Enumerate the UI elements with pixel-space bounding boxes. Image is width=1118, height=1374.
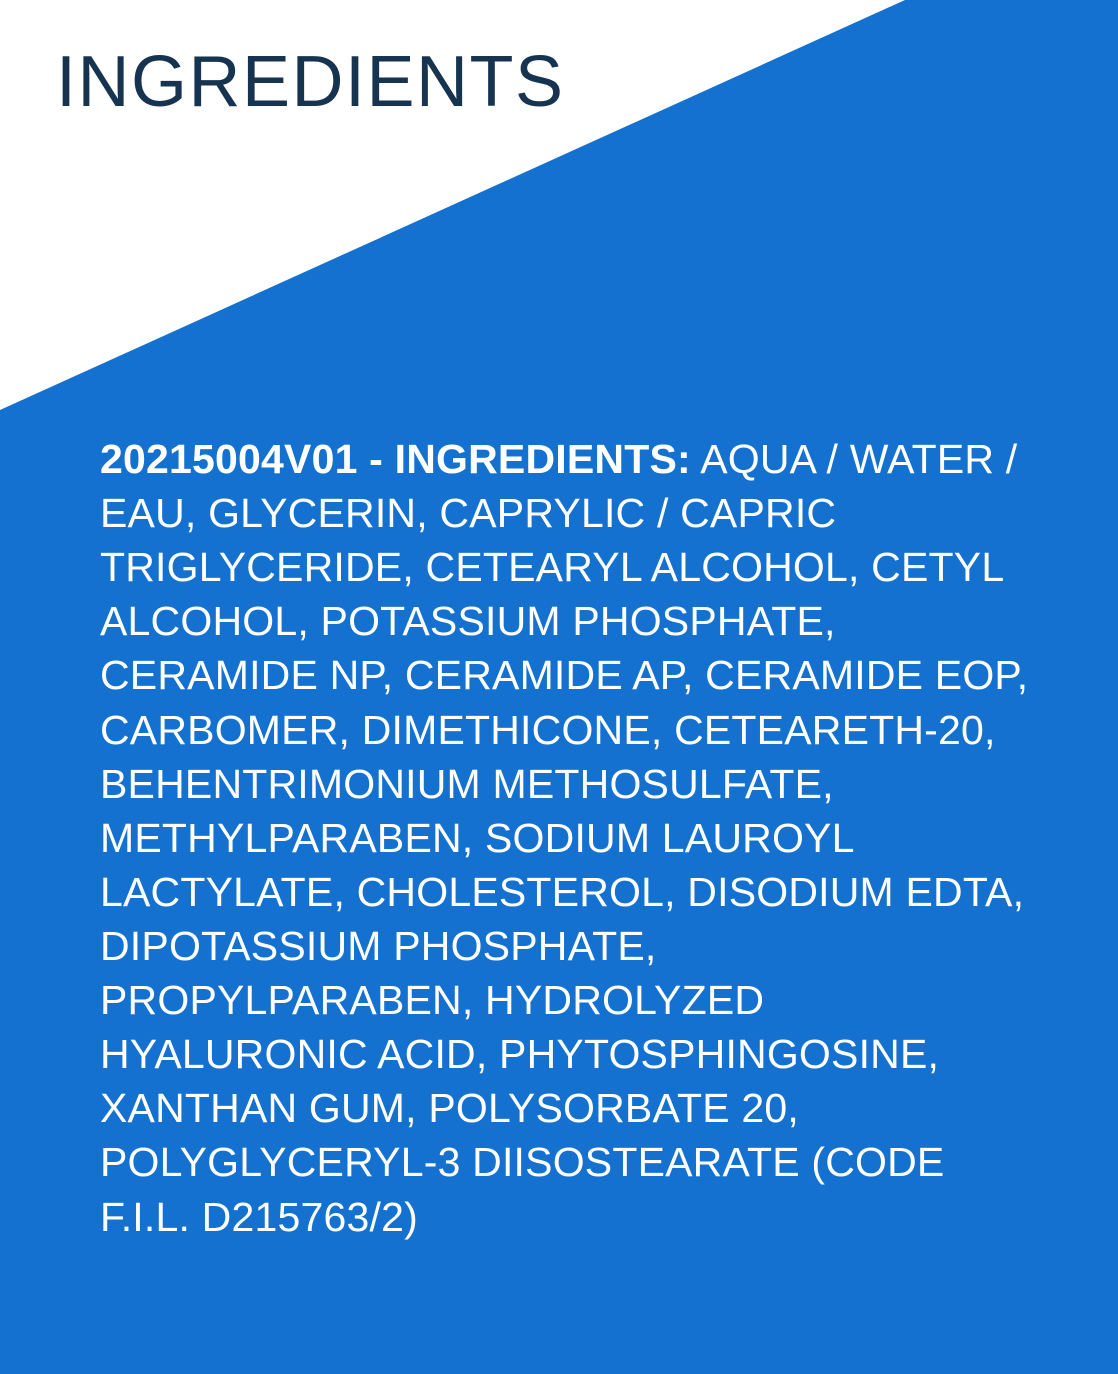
ingredients-code-label: 20215004V01 - INGREDIENTS: (100, 436, 691, 482)
ingredients-list-text: AQUA / WATER / EAU, GLYCERIN, CAPRYLIC / CAPRIC TRIGLYCERIDE, CETEARYL ALCOHOL, CETYL ALCOHOL, POTASSIUM PHOSPHATE, CERAMIDE NP, CERAMIDE AP, CERAMIDE EOP, CARBOMER, DIMETHICONE, CETEARETH-20, BEHENTRIMONIUM METHOSULFATE, METHYLPARABEN, SODIUM LAUROYL LACTYLATE, CHOLESTEROL, DISODIUM EDTA, DIPOTASSIUM PHOSPHATE, PROPYLPARABEN, HYDROLYZED HYALURONIC ACID, PHYTOSPHINGOSINE, XANTHAN GUM, POLYSORBATE 20, POLYGLYCERYL-3 DIISOSTEARATE (CODE F.I.L. D215763/2) (100, 436, 1029, 1240)
page-title: INGREDIENTS (56, 42, 565, 122)
ingredients-paragraph (100, 432, 1040, 1244)
